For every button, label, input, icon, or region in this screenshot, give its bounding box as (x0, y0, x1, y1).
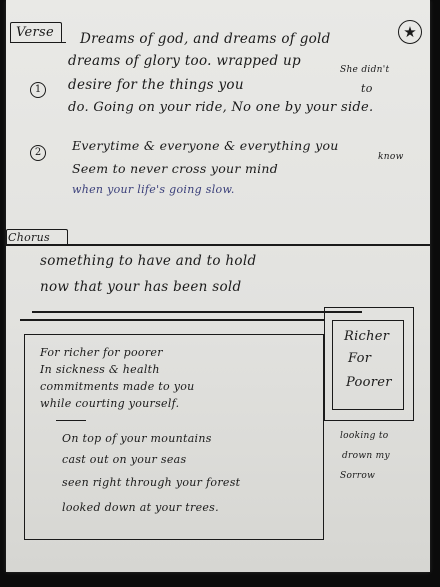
verse1-line3: desire for the things you (68, 77, 244, 93)
verse1-insert-to: to (361, 82, 373, 95)
bridge-line7: seen right through your forest (62, 476, 241, 489)
bridge-divider-bottom (20, 319, 324, 321)
verse2-line2: Seem to never cross your mind (72, 161, 279, 176)
star-icon: ★ (398, 20, 422, 44)
verse1-line4: do. Going on your ride, No one by your side. (68, 100, 374, 115)
side-note-line1: looking to (340, 431, 389, 441)
chorus-line2: now that your has been sold (40, 279, 242, 295)
chorus-divider (6, 244, 430, 246)
verse-number-1: 1 (30, 82, 46, 98)
bridge-divider-top (32, 311, 362, 313)
bridge-line4: while courting yourself. (40, 397, 180, 410)
bridge-line2: In sickness & health (40, 363, 160, 376)
bridge-line8: looked down at your trees. (62, 501, 219, 514)
bridge-line6: cast out on your seas (62, 453, 187, 466)
chorus-line1: something to have and to hold (40, 253, 257, 269)
bridge-line5: On top of your mountains (62, 432, 212, 445)
side-note-line3: Sorrow (340, 471, 376, 481)
verse-label-underline (10, 42, 66, 43)
chorus-label: Chorus (8, 231, 50, 244)
verse2-line3: when your life's going slow. (72, 183, 235, 196)
verse-label: Verse (16, 25, 54, 40)
verse1-line2: dreams of glory too. wrapped up (68, 53, 301, 69)
bridge-line1: For richer for poorer (40, 346, 163, 359)
side-box-line3: Poorer (346, 375, 392, 390)
verse1-insert-she-didnt: She didn't (340, 65, 390, 75)
verse-number-2: 2 (30, 145, 46, 161)
lyrics-page (6, 0, 430, 572)
side-box-line1: Richer (344, 329, 390, 344)
verse1-line1: Dreams of god, and dreams of gold (80, 31, 331, 47)
side-box-line2: For (348, 351, 372, 366)
bridge-stanza-divider (56, 420, 86, 421)
verse2-line1: Everytime & everyone & everything you (72, 138, 339, 153)
bridge-line3: commitments made to you (40, 380, 195, 393)
side-note-line2: drown my (342, 451, 390, 461)
verse2-insert-know: know (378, 152, 404, 162)
